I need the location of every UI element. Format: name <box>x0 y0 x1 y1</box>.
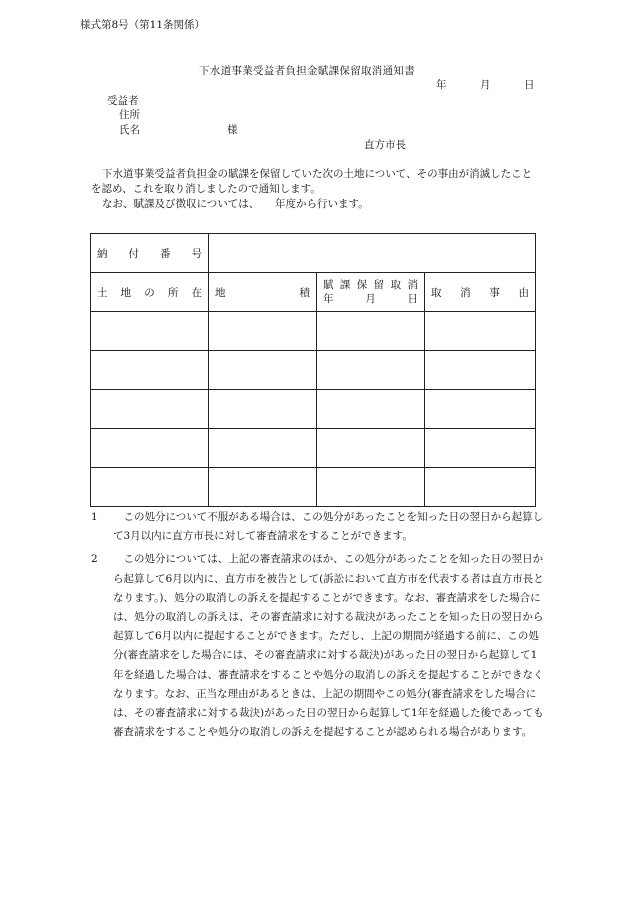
body-paragraph-1: 下水道事業受益者負担金の賦課を保留していた次の土地について、その事由が消滅したことを認め、これを取り消しましたので通知します。 <box>91 168 533 195</box>
table-cell <box>91 312 209 351</box>
table-cell <box>317 468 425 507</box>
header-reason <box>425 273 536 312</box>
header-hold-date-char: 年 <box>323 293 334 305</box>
table-row <box>91 351 536 390</box>
form-number: 様式第8号（第11条関係） <box>80 19 206 31</box>
body-paragraph-2: なお、賦課及び徴収については、 年度から行います。 <box>102 198 369 210</box>
table-cell <box>91 351 209 390</box>
table-cell <box>91 468 209 507</box>
header-reason-char: 消 <box>460 286 471 299</box>
table-cell <box>317 312 425 351</box>
table-cell <box>425 390 536 429</box>
date-year: 年 <box>436 79 447 91</box>
note-number: 1 <box>91 511 98 523</box>
table-cell <box>425 351 536 390</box>
table-cell <box>91 390 209 429</box>
table-cell <box>425 429 536 468</box>
date-day: 日 <box>524 79 535 91</box>
note-number: 2 <box>91 553 98 566</box>
payment-number-label <box>91 234 209 273</box>
header-hold-char: 取 <box>390 279 402 291</box>
table-cell <box>209 390 317 429</box>
table-row <box>91 468 536 507</box>
header-area-char: 地 <box>215 286 226 299</box>
payment-number-char: 番 <box>160 247 171 260</box>
header-location-char: の <box>144 286 155 299</box>
honorific: 様 <box>227 124 238 136</box>
header-hold-char: 消 <box>407 279 418 291</box>
header-location-char: 土 <box>97 286 108 299</box>
payment-number-value <box>209 234 536 273</box>
table-cell <box>425 468 536 507</box>
table-row <box>91 312 536 351</box>
table-row <box>91 390 536 429</box>
header-area <box>209 273 317 312</box>
body-text <box>91 167 536 212</box>
header-hold-char: 賦 <box>323 279 334 291</box>
header-row <box>91 273 536 312</box>
date-line <box>436 78 535 92</box>
payment-number-char: 納 <box>97 247 108 260</box>
table-cell <box>209 468 317 507</box>
table-cell <box>209 429 317 468</box>
header-hold-char: 保 <box>356 279 368 291</box>
header-area-char: 積 <box>299 286 310 299</box>
header-hold-date <box>317 273 425 312</box>
header-location <box>91 273 209 312</box>
address-label: 住所 <box>119 109 140 121</box>
header-reason-char: 事 <box>489 286 500 299</box>
table-cell <box>317 429 425 468</box>
note-text: この処分について不服がある場合は、この処分があったことを知った日の翌日から起算して3月以内に直方市長に対して審査請求をすることができます。 <box>113 511 544 543</box>
name-label: 氏名 <box>119 124 140 136</box>
table-cell <box>317 390 425 429</box>
issuer: 直方市長 <box>364 139 406 151</box>
table-cell <box>91 429 209 468</box>
table-cell <box>317 351 425 390</box>
note-text: この処分については、上記の審査請求のほか、この処分があったことを知った日の翌日から起算して6月以内に、直方市を被告として(訴訟において直方市を代表する者は直方市長となります。)、処分の取消しの訴えを提起することができます。なお、審査請求をした場合には、処分の取消しの訴えは、その審査請求に対する裁決があったことを知った日の翌日から起算して6月以内に提起することができます。ただし、上記の期間が経過する前に、この処分(審査請求をした場合には、その審査請求に対する裁決)があった日の翌日から起算して1年を経過した場合は、審査請求をすることや処分の取消しの訴えを提起することができなくなります。なお、正当な理由があるときは、上記の期間やこの処分(審査請求をした場合には、その審査請求に対する裁決)があった日の翌日から起算して1年を経過した後であっても審査請求をすることや処分の取消しの訴えを提起することが認められる場合があります。 <box>113 553 544 739</box>
header-reason-char: 取 <box>431 286 442 299</box>
recipient-label: 受益者 <box>107 95 139 107</box>
header-hold-date-char: 月 <box>365 293 376 305</box>
header-location-char: 在 <box>191 286 202 299</box>
payment-number-char: 付 <box>128 247 139 260</box>
notes <box>91 508 546 742</box>
table-cell <box>209 312 317 351</box>
table-row <box>91 429 536 468</box>
header-hold-date-char: 日 <box>407 293 418 305</box>
document-title: 下水道事業受益者負担金賦課保留取消通知書 <box>199 65 415 77</box>
note-item <box>91 550 546 742</box>
land-table <box>90 233 536 507</box>
header-location-char: 所 <box>167 286 179 299</box>
header-location-char: 地 <box>120 286 132 299</box>
header-reason-char: 由 <box>518 286 530 299</box>
note-item <box>91 508 546 546</box>
table-cell <box>425 312 536 351</box>
table-cell <box>209 351 317 390</box>
header-hold-char: 留 <box>373 279 385 291</box>
header-hold-char: 課 <box>339 279 351 291</box>
payment-number-char: 号 <box>191 247 202 260</box>
date-month: 月 <box>480 79 491 91</box>
payment-number-row <box>91 234 536 273</box>
